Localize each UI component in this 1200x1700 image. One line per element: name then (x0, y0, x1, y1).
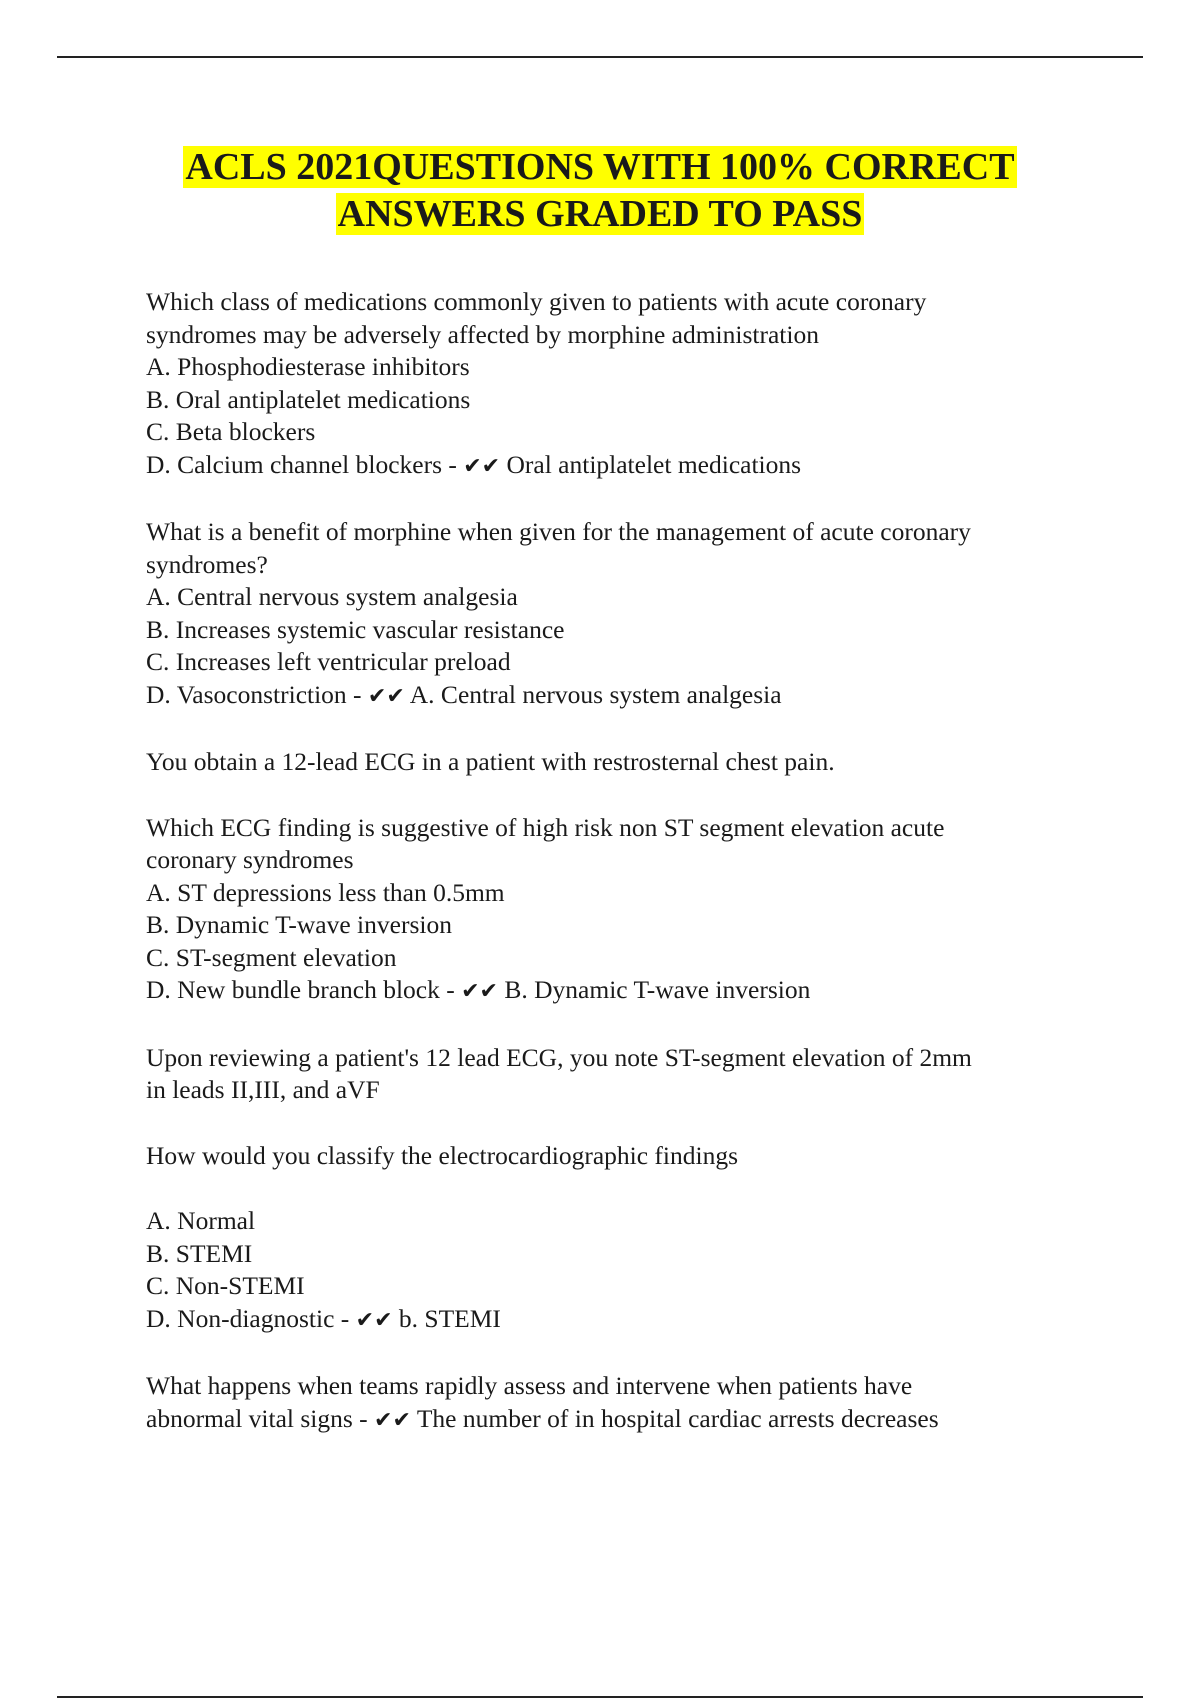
double-check-icon: ✔✔ (461, 979, 498, 1004)
option-d-with-answer (146, 974, 1096, 1009)
question-stem: syndromes? (146, 549, 268, 579)
option-d: D. Vasoconstriction - (146, 679, 368, 709)
option-b: B. Dynamic T-wave inversion (146, 910, 452, 939)
option-b: B. STEMI (146, 1238, 253, 1268)
context-text: You obtain a 12-lead ECG in a patient with restrosternal chest pain. (146, 747, 835, 776)
title-line-1: ACLS 2021QUESTIONS WITH 100% CORRECT (185, 146, 1015, 188)
question-3 (146, 812, 1096, 1009)
question-4-context (146, 1042, 1096, 1107)
double-check-icon: ✔✔ (374, 1407, 411, 1433)
document-body (146, 286, 1096, 1470)
option-c: C. ST-segment elevation (146, 942, 397, 972)
question-4-stem (146, 1140, 1096, 1173)
question-2 (146, 516, 1096, 713)
option-d-with-answer (146, 679, 1096, 714)
answer-text: Oral antiplatelet medications (500, 449, 802, 479)
question-stem-with-answer (146, 1403, 1096, 1438)
question-4-options (146, 1205, 1096, 1337)
option-b: B. Increases systemic vascular resistance (146, 614, 565, 644)
context-text: Upon reviewing a patient's 12 lead ECG, you note ST-segment elevation of 2mm (146, 1042, 972, 1072)
answer-text: The number of in hospital cardiac arrests decreases (410, 1403, 939, 1433)
top-rule (57, 56, 1143, 58)
answer-text: A. Central nervous system analgesia (404, 679, 782, 709)
question-3-context (146, 746, 1096, 779)
double-check-icon: ✔✔ (355, 1307, 393, 1333)
question-stem: How would you classify the electrocardiographic findings (146, 1140, 739, 1170)
question-stem: What happens when teams rapidly assess and intervene when patients have (146, 1371, 913, 1400)
question-stem: syndromes may be adversely affected by morphine administration (146, 319, 819, 349)
option-c: C. Beta blockers (146, 417, 316, 446)
question-stem: Which ECG finding is suggestive of high risk non ST segment elevation acute (146, 812, 945, 842)
question-5 (146, 1370, 1096, 1437)
answer-text: B. Dynamic T-wave inversion (498, 975, 811, 1004)
double-check-icon: ✔✔ (367, 683, 405, 709)
question-1 (146, 286, 1096, 483)
option-d-with-answer (146, 449, 1096, 484)
context-text: in leads II,III, and aVF (146, 1075, 380, 1104)
option-a: A. Normal (146, 1206, 256, 1235)
option-d: D. Non-diagnostic - (146, 1303, 356, 1333)
option-d: D. New bundle branch block - (146, 975, 462, 1004)
option-b: B. Oral antiplatelet medications (146, 384, 471, 414)
title-line-2: ANSWERS GRADED TO PASS (337, 193, 863, 235)
question-stem: Which class of medications commonly given to patients with acute coronary (146, 287, 927, 316)
option-c: C. Non-STEMI (146, 1271, 305, 1300)
option-d-with-answer (146, 1303, 1096, 1338)
document-title (0, 144, 1200, 238)
question-stem: coronary syndromes (146, 845, 354, 874)
question-stem: abnormal vital signs - (146, 1403, 375, 1433)
option-a: A. Central nervous system analgesia (146, 582, 518, 611)
option-a: A. Phosphodiesterase inhibitors (146, 352, 470, 381)
option-c: C. Increases left ventricular preload (146, 647, 511, 676)
bottom-rule (57, 1696, 1143, 1698)
answer-text: b. STEMI (392, 1303, 501, 1333)
double-check-icon: ✔✔ (463, 453, 501, 479)
option-a: A. ST depressions less than 0.5mm (146, 877, 505, 907)
question-stem: What is a benefit of morphine when given for the management of acute coronary (146, 517, 971, 546)
option-d: D. Calcium channel blockers - (146, 449, 464, 479)
